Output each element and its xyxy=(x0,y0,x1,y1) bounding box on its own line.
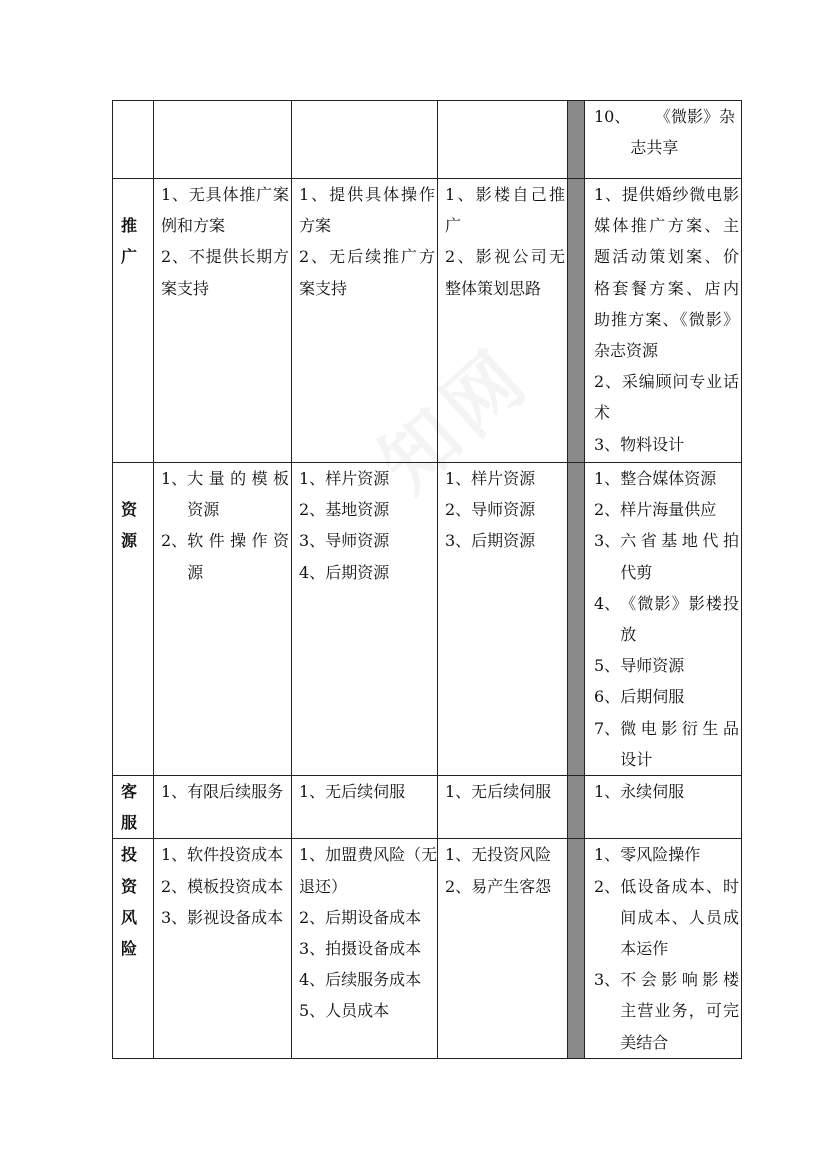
list-item-line: 广 xyxy=(445,216,462,236)
list-item xyxy=(299,902,435,933)
list-marker: 4、 xyxy=(594,593,621,613)
list-item-line: 《微影》杂 xyxy=(654,107,735,126)
list-item xyxy=(299,557,435,588)
list-item-line: 2、模板投资成本 xyxy=(161,876,284,896)
list-marker: 2、 xyxy=(594,876,621,896)
comparison-table xyxy=(112,100,742,1059)
list-item-line: 杂志资源 xyxy=(594,341,659,361)
list-item xyxy=(445,241,565,303)
list-marker: 3、 xyxy=(594,970,621,990)
list-item-text xyxy=(620,964,739,1058)
gray-divider-cell xyxy=(568,839,585,1059)
list-item-line: 格套餐方案、店内 xyxy=(594,278,739,298)
list-item-line: 间成本、人员成 xyxy=(620,907,739,927)
table-cell xyxy=(438,463,568,776)
list-item-line: 整合媒体资源 xyxy=(620,469,717,488)
table-cell xyxy=(154,179,292,463)
list-item xyxy=(594,366,739,428)
list-item xyxy=(299,241,435,303)
list-item-line: 2、影视公司无 xyxy=(445,247,565,267)
list-item-line: 术 xyxy=(594,403,611,423)
list-item-line: 1、提供婚纱微电影 xyxy=(594,185,739,204)
list-item-line: 微电影衍生品 xyxy=(620,718,739,738)
row-header-investment-risk: 投资风险 xyxy=(113,839,154,1059)
list-item-line: 媒体推广方案、主 xyxy=(594,216,739,236)
table-cell xyxy=(292,463,438,776)
list-item-line: 1、无后续伺服 xyxy=(299,782,406,802)
list-item xyxy=(445,463,565,494)
list-item xyxy=(299,525,435,556)
list-item xyxy=(445,871,565,902)
list-item xyxy=(161,463,289,525)
list-item-line: 软件操作资 xyxy=(187,531,289,551)
table-cell xyxy=(292,101,438,179)
table-cell xyxy=(438,839,568,1059)
list-item-line: 1、永续伺服 xyxy=(594,782,685,802)
list-item-line: 1、影楼自己推 xyxy=(445,185,565,204)
gray-divider-cell xyxy=(568,179,585,463)
list-item-line: 2、采编顾问专业话 xyxy=(594,372,739,392)
list-item-text xyxy=(325,525,435,556)
list-item-line: 导师资源 xyxy=(620,656,685,676)
list-item-text xyxy=(620,525,739,587)
list-item-line: 1、有限后续服务 xyxy=(161,782,284,802)
list-item-line: 1、软件投资成本 xyxy=(161,845,284,865)
list-item-line: 基地资源 xyxy=(325,500,390,520)
list-item-line: 2、无后续推广方 xyxy=(299,247,435,267)
list-item-text xyxy=(620,871,739,965)
list-item-line: 5、人员成本 xyxy=(299,1001,390,1021)
list-item xyxy=(594,588,739,650)
list-item-line: 低设备成本、时 xyxy=(620,876,739,896)
list-item-text xyxy=(620,494,739,525)
list-item-line: 3、物料设计 xyxy=(594,434,685,454)
list-item-line: 志共享 xyxy=(630,138,679,158)
list-item-line: 《微影》影楼投 xyxy=(620,593,739,613)
list-item xyxy=(594,525,739,587)
list-item-line: 样片资源 xyxy=(325,469,390,488)
list-item xyxy=(161,241,289,303)
list-item xyxy=(161,839,289,870)
list-item-text xyxy=(630,101,739,163)
list-item-text xyxy=(620,650,739,681)
list-item xyxy=(299,776,435,807)
list-marker: 4、 xyxy=(299,562,326,582)
list-item-line: 资源 xyxy=(187,500,220,520)
list-item xyxy=(161,776,289,807)
list-item-line: 大量的模板 xyxy=(187,469,289,488)
list-item-line: 不会影响影楼 xyxy=(620,970,739,990)
list-item-line: 1、加盟费风险（无 xyxy=(299,845,438,865)
list-marker: 3、 xyxy=(299,531,326,551)
list-item xyxy=(594,871,739,965)
table-cell xyxy=(292,179,438,463)
list-item-line: 1、提供具体操作 xyxy=(299,185,435,204)
table-cell xyxy=(585,463,742,776)
table-cell xyxy=(585,179,742,463)
list-item xyxy=(594,463,739,494)
list-item xyxy=(299,964,435,995)
row-header-promotion: 推广 xyxy=(113,179,154,463)
list-marker: 1、 xyxy=(299,469,326,488)
list-item-line: 助推方案、《微影》 xyxy=(594,309,739,329)
table-cell xyxy=(438,101,568,179)
list-marker: 3、 xyxy=(594,531,621,551)
list-item xyxy=(594,429,739,460)
table-cell xyxy=(585,776,742,839)
list-item-text xyxy=(325,463,435,494)
list-item-line: 设计 xyxy=(620,749,653,769)
list-item-line: 4、后续服务成本 xyxy=(299,970,422,990)
table-cell xyxy=(585,101,742,179)
list-item-line: 1、无投资风险 xyxy=(445,845,552,865)
list-item xyxy=(594,839,739,870)
table-cell xyxy=(154,776,292,839)
table-cell xyxy=(154,101,292,179)
list-item xyxy=(594,964,739,1058)
list-marker: 2、 xyxy=(594,500,621,520)
list-item-line: 题活动策划案、价 xyxy=(594,247,739,267)
list-item xyxy=(445,179,565,241)
list-item-line: 退还） xyxy=(299,876,348,896)
list-item xyxy=(161,871,289,902)
list-item-line: 主营业务，可完 xyxy=(620,1001,739,1021)
list-item-line: 2、不提供长期方 xyxy=(161,247,289,267)
list-marker: 1、 xyxy=(594,845,621,865)
list-item-text xyxy=(187,463,289,525)
list-item xyxy=(161,525,289,587)
list-item xyxy=(299,494,435,525)
list-item-text xyxy=(187,525,289,587)
table-cell xyxy=(438,776,568,839)
list-item-line: 放 xyxy=(620,625,637,645)
list-item-line: 方案 xyxy=(299,216,332,236)
list-item-line: 1、无后续伺服 xyxy=(445,782,552,802)
list-item-line: 3、影视设备成本 xyxy=(161,907,284,927)
list-marker: 1、 xyxy=(594,469,621,488)
gray-divider-cell xyxy=(568,776,585,839)
list-marker: 10、 xyxy=(594,107,631,126)
list-item xyxy=(299,933,435,964)
row-header-cell xyxy=(113,101,154,179)
table-row-investment-risk xyxy=(113,839,742,1059)
list-item-line: 整体策划思路 xyxy=(445,278,542,298)
list-item-line: 后期伺服 xyxy=(620,687,685,707)
list-item xyxy=(594,650,739,681)
table-row-resources xyxy=(113,463,742,776)
list-item-line: 样片海量供应 xyxy=(620,500,717,520)
list-item xyxy=(161,902,289,933)
list-item-line: 导师资源 xyxy=(325,531,390,551)
list-item-line: 零风险操作 xyxy=(620,845,701,865)
list-item xyxy=(594,776,739,807)
list-item xyxy=(594,101,739,163)
list-item xyxy=(445,494,565,525)
gray-divider-cell xyxy=(568,463,585,776)
list-item-line: 源 xyxy=(187,562,204,582)
list-item-text xyxy=(325,557,435,588)
list-item-line: 1、无具体推广案 xyxy=(161,185,289,204)
list-marker: 7、 xyxy=(594,718,621,738)
list-item-text xyxy=(620,588,739,650)
list-item-text xyxy=(620,463,739,494)
row-header-customer-service: 客服 xyxy=(113,776,154,839)
list-item-line: 3、后期资源 xyxy=(445,531,536,551)
list-item xyxy=(299,179,435,241)
list-item-text xyxy=(620,681,739,712)
list-item-line: 2、易产生客怨 xyxy=(445,876,552,896)
table-row-continued xyxy=(113,101,742,179)
list-item-line: 2、后期设备成本 xyxy=(299,907,422,927)
gray-divider-cell xyxy=(568,101,585,179)
list-marker: 2、 xyxy=(161,531,188,551)
list-item xyxy=(161,179,289,241)
list-item xyxy=(299,463,435,494)
list-item xyxy=(594,179,739,366)
list-item xyxy=(594,681,739,712)
row-header-resources: 资源 xyxy=(113,463,154,776)
table-cell xyxy=(154,463,292,776)
list-item xyxy=(594,713,739,775)
list-item-line: 美结合 xyxy=(620,1032,669,1052)
table-cell xyxy=(438,179,568,463)
list-item xyxy=(445,776,565,807)
table-cell xyxy=(154,839,292,1059)
list-item-line: 2、导师资源 xyxy=(445,500,536,520)
list-item-line: 案支持 xyxy=(161,278,210,298)
list-item xyxy=(445,839,565,870)
list-item xyxy=(445,525,565,556)
list-marker: 1、 xyxy=(161,469,188,488)
list-item xyxy=(299,839,438,901)
table-row-customer-service xyxy=(113,776,742,839)
list-item-text xyxy=(620,713,739,775)
list-marker: 2、 xyxy=(299,500,326,520)
list-item-line: 后期资源 xyxy=(325,562,390,582)
list-item xyxy=(594,494,739,525)
table-cell xyxy=(292,839,438,1059)
list-item-line: 1、样片资源 xyxy=(445,469,536,488)
table-cell xyxy=(292,776,438,839)
list-marker: 5、 xyxy=(594,656,621,676)
list-marker: 6、 xyxy=(594,687,621,707)
list-item-line: 3、拍摄设备成本 xyxy=(299,939,422,959)
list-item-line: 六省基地代拍 xyxy=(620,531,739,551)
list-item-line: 例和方案 xyxy=(161,216,226,236)
table-row-promotion xyxy=(113,179,742,463)
list-item-line: 案支持 xyxy=(299,278,348,298)
list-item-text xyxy=(325,494,435,525)
list-item-text xyxy=(620,839,739,870)
list-item-line: 本运作 xyxy=(620,939,669,959)
table-cell xyxy=(585,839,742,1059)
list-item xyxy=(299,995,435,1026)
list-item-line: 代剪 xyxy=(620,562,653,582)
